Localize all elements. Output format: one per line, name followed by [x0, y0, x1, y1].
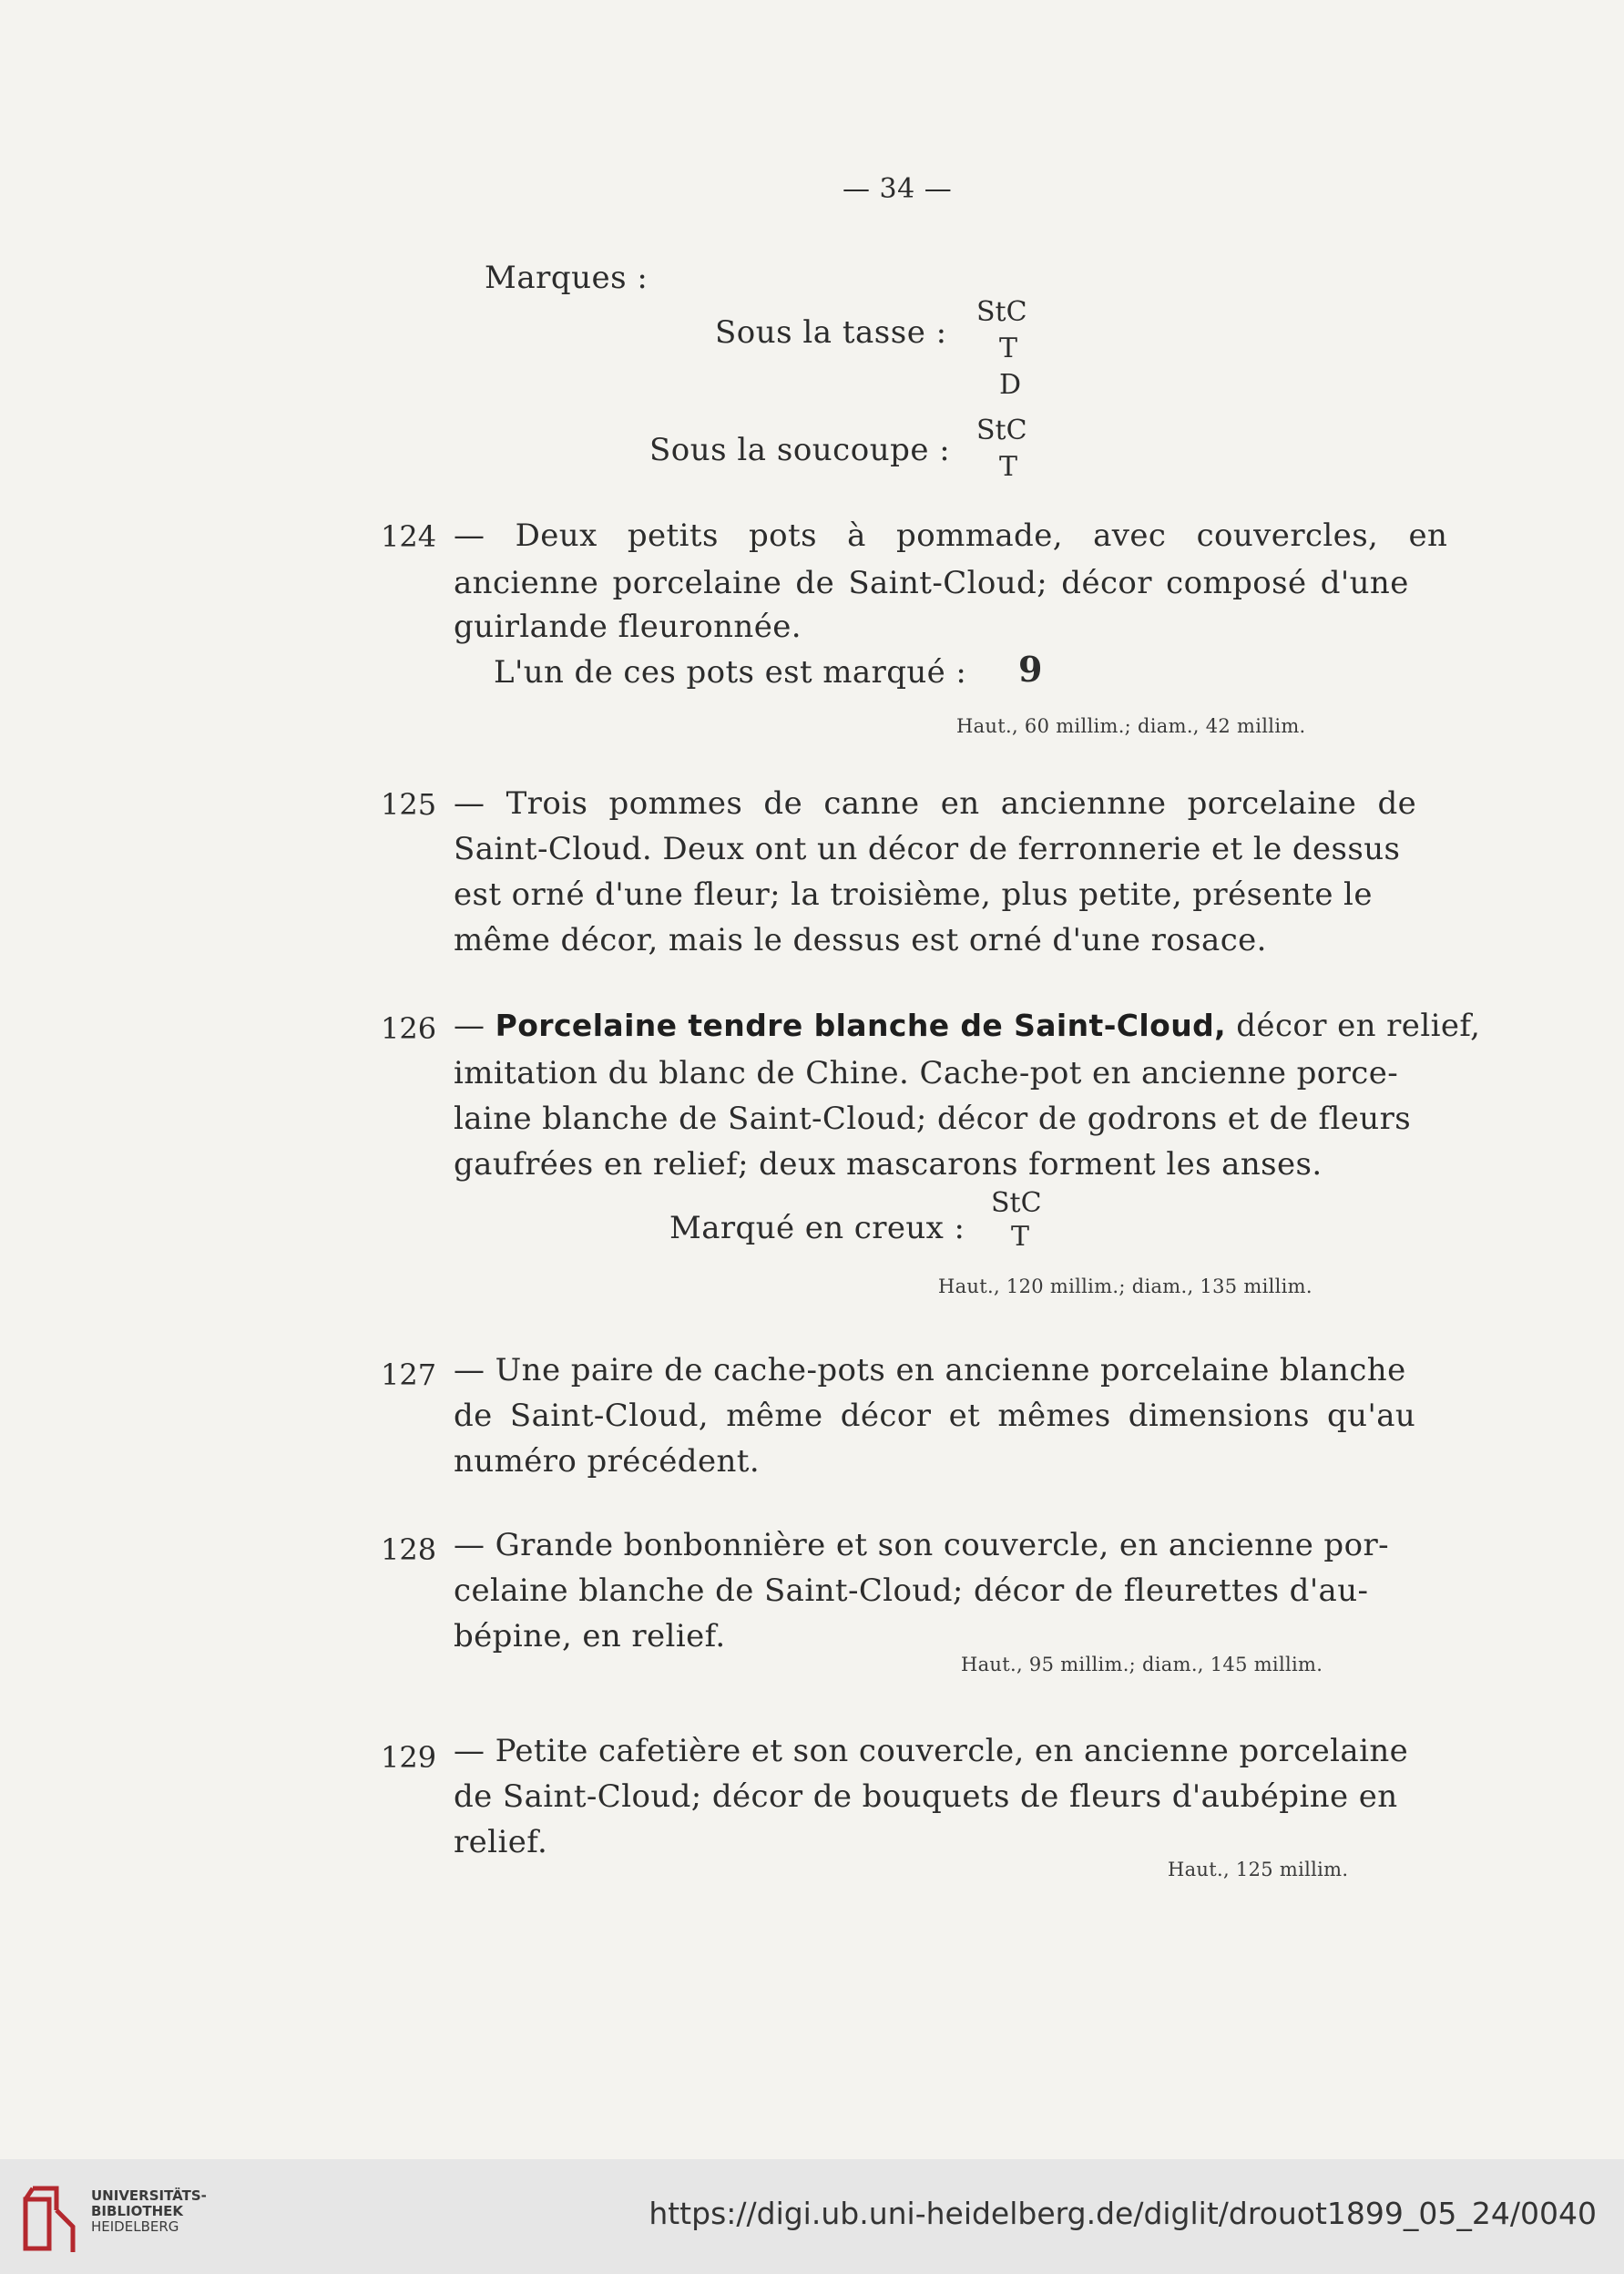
entry-126-line4: gaufrées en relief; deux mascarons forment les anses. — [454, 1146, 1323, 1183]
entry-126-mark-line2: T — [1011, 1221, 1030, 1253]
entry-124-line1: — Deux petits pots à pommade, avec couvercles, en — [454, 517, 1448, 554]
entry-126-title-rest: décor en relief, — [1236, 1008, 1481, 1044]
entry-125-line3: est orné d'une fleur; la troisième, plus petite, présente le — [454, 876, 1373, 913]
entry-127-line2: de Saint-Cloud, même décor et mêmes dimensions qu'au — [454, 1398, 1416, 1434]
entry-128-line1: — Grande bonbonnière et son couvercle, en ancienne por- — [454, 1527, 1390, 1563]
entry-124-dims: Haut., 60 millim.; diam., 42 millim. — [956, 715, 1306, 737]
entry-129-number: 129 — [381, 1740, 437, 1775]
entry-126-number: 126 — [381, 1011, 437, 1046]
library-logo-text — [91, 2188, 207, 2235]
entry-124-number: 124 — [381, 519, 437, 554]
soucoupe-mark-line1: StC — [976, 415, 1027, 446]
logo-line-3: HEIDELBERG — [91, 2218, 179, 2235]
entry-129-line2: de Saint-Cloud; décor de bouquets de fleurs d'aubépine en — [454, 1778, 1398, 1815]
entry-129-line3: relief. — [454, 1824, 548, 1860]
marks-label: Marques : — [485, 260, 649, 296]
entry-127-number: 127 — [381, 1357, 437, 1392]
tasse-mark-line2: T — [999, 333, 1018, 364]
entry-126-dims: Haut., 120 millim.; diam., 135 millim. — [938, 1275, 1312, 1297]
entry-125-line1: — Trois pommes de canne en anciennne porcelaine de — [454, 785, 1417, 822]
tasse-mark-line3: D — [999, 369, 1022, 401]
entry-126-note: Marqué en creux : — [669, 1210, 965, 1246]
entry-127-line1: — Une paire de cache-pots en ancienne porcelaine blanche — [454, 1352, 1406, 1388]
logo-line-1: UNIVERSITÄTS- — [91, 2187, 207, 2204]
entry-128-number: 128 — [381, 1532, 437, 1567]
entry-124-line2: ancienne porcelaine de Saint-Cloud; décor composé d'une — [454, 565, 1409, 601]
entry-128-dims: Haut., 95 millim.; diam., 145 millim. — [961, 1654, 1323, 1675]
permalink-url[interactable]: https://digi.ub.uni-heidelberg.de/diglit/drouot1899_05_24/0040 — [649, 2196, 1597, 2231]
library-logo-icon — [16, 2179, 82, 2256]
page-number: — 34 — — [843, 173, 953, 205]
entry-128-line3: bépine, en relief. — [454, 1618, 726, 1654]
entry-129-line1: — Petite cafetière et son couvercle, en ancienne porcelaine — [454, 1733, 1409, 1769]
entry-125-number: 125 — [381, 787, 437, 822]
entry-124-mark: 9 — [1018, 649, 1043, 690]
tasse-label: Sous la tasse : — [715, 314, 947, 351]
entry-127-line3: numéro précédent. — [454, 1443, 761, 1480]
entry-126-line1 — [454, 1008, 1480, 1044]
soucoupe-label: Sous la soucoupe : — [649, 432, 951, 468]
entry-124-note: L'un de ces pots est marqué : — [494, 654, 967, 691]
entry-125-line4: même décor, mais le dessus est orné d'une rosace. — [454, 922, 1267, 958]
entry-128-line2: celaine blanche de Saint-Cloud; décor de fleurettes d'au- — [454, 1572, 1369, 1609]
entry-124-line3: guirlande fleuronnée. — [454, 609, 802, 645]
entry-126-line3: laine blanche de Saint-Cloud; décor de godrons et de fleurs — [454, 1101, 1412, 1137]
entry-126-dash: — — [454, 1008, 485, 1044]
entry-126-line2: imitation du blanc de Chine. Cache-pot en ancienne porce- — [454, 1055, 1399, 1091]
tasse-mark-line1: StC — [976, 296, 1027, 328]
footer-bar — [0, 2159, 1624, 2274]
entry-129-dims: Haut., 125 millim. — [1168, 1859, 1349, 1880]
entry-125-line2: Saint-Cloud. Deux ont un décor de ferronnerie et le dessus — [454, 831, 1401, 867]
entry-126-mark-line1: StC — [991, 1187, 1042, 1219]
logo-line-2: BIBLIOTHEK — [91, 2203, 183, 2219]
soucoupe-mark-line2: T — [999, 451, 1018, 483]
entry-126-title: Porcelaine tendre blanche de Saint-Cloud, — [495, 1008, 1227, 1043]
